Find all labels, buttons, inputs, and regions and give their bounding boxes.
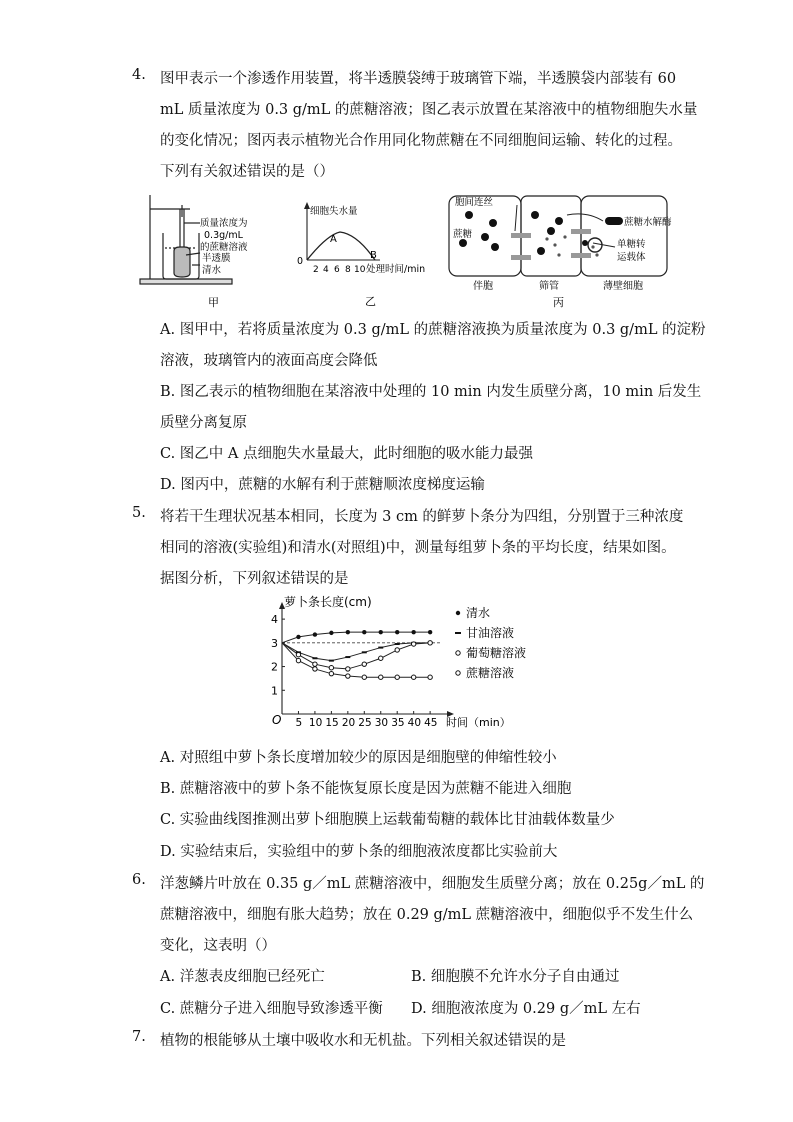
fig-yi-xtick-6: 6 (334, 265, 340, 275)
legend-marker (456, 671, 460, 675)
chart-point (379, 656, 383, 660)
chart-point (362, 675, 366, 679)
chart-series-line (282, 643, 430, 669)
fig-jia-caption: 甲 (208, 296, 219, 309)
chart-point (346, 667, 350, 671)
fig-yi-xlabel: 处理时间/min (366, 264, 426, 275)
q5-option-c: C. 实验曲线图推测出萝卜细胞膜上运载葡萄糖的载体比甘油载体数量少 (160, 812, 615, 828)
chart-point (296, 652, 300, 656)
chart-point (362, 662, 366, 666)
legend-marker (456, 651, 460, 655)
question-6-stem-line-1: 洋葱鳞片叶放在 0.35 g／mL 蔗糖溶液中，细胞发生质壁分离；放在 0.25g／mL 的 (160, 876, 705, 892)
fig-yi-caption: 乙 (365, 295, 376, 308)
q6-option-b: B. 细胞膜不允许水分子自由通过 (411, 969, 620, 985)
chart-xtick-label: 30 (374, 717, 389, 729)
chart-point (313, 662, 317, 666)
fig-bing-label-transporter-2: 运载体 (617, 252, 646, 263)
chart-xtick-label: 5 (295, 717, 303, 729)
fig-jia-label-water: 清水 (202, 265, 222, 276)
chart-point (346, 674, 350, 678)
radish-length-chart (262, 592, 542, 737)
fig-bing-cell-parenchyma: 薄壁细胞 (603, 281, 643, 292)
q5-option-b: B. 蔗糖溶液中的萝卜条不能恢复原长度是因为蔗糖不能进入细胞 (160, 781, 572, 797)
figure-yi-water-loss-curve (292, 200, 447, 312)
fig-bing-caption: 丙 (553, 296, 564, 309)
chart-point (428, 630, 432, 634)
q6-option-a: A. 洋葱表皮细胞已经死亡 (160, 969, 325, 985)
question-6-number: 6. (132, 872, 146, 888)
q5-option-a: A. 对照组中萝卜条长度增加较少的原因是细胞壁的伸缩性较小 (160, 750, 557, 766)
legend-label: 蔗糖溶液 (466, 666, 515, 680)
question-5-stem-line-3: 据图分析，下列叙述错误的是 (160, 571, 349, 587)
chart-xtick-label: 40 (407, 717, 422, 729)
chart-point (329, 631, 333, 635)
q4-option-b-line-1: B. 图乙表示的植物细胞在某溶液中处理的 10 min 内发生质壁分离，10 min 后发生 (160, 384, 702, 400)
chart-point (362, 630, 366, 634)
question-4-stem-line-4: 下列有关叙述错误的是（） (160, 164, 334, 180)
chart-point (296, 658, 300, 662)
question-5-stem-line-1: 将若干生理状况基本相同，长度为 3 cm 的鲜萝卜条分为四组，分别置于三种浓度 (160, 509, 684, 525)
fig-jia-label-concentration: 质量浓度为 (200, 218, 248, 229)
fig-bing-label-plasmodesmata: 胞间连丝 (455, 197, 494, 208)
chart-series-line (282, 632, 430, 643)
fig-yi-point-b: B (370, 250, 377, 261)
fig-jia-label-membrane: 半透膜 (202, 253, 231, 264)
chart-point (395, 630, 399, 634)
fig-bing-label-sucrose: 蔗糖 (453, 229, 473, 240)
chart-series-line (282, 643, 430, 677)
chart-xtick-label: 25 (358, 717, 372, 729)
question-7-number: 7. (132, 1029, 146, 1045)
q4-option-b-line-2: 质壁分离复原 (160, 415, 247, 431)
question-4-stem-line-3: 的变化情况；图丙表示植物光合作用同化物蔗糖在不同细胞间运输、转化的过程。 (160, 133, 682, 149)
q6-option-c: C. 蔗糖分子进入细胞导致渗透平衡 (160, 1001, 383, 1017)
question-4-stem-line-2: mL 质量浓度为 0.3 g/mL 的蔗糖溶液；图乙表示放置在某溶液中的植物细胞失水量 (160, 102, 698, 118)
fig-jia-label-sucrose: 的蔗糖溶液 (200, 242, 248, 253)
question-6-stem-line-3: 变化，这表明（） (160, 938, 276, 954)
fig-bing-cell-companion: 伴胞 (473, 281, 493, 292)
chart-point (411, 675, 415, 679)
chart-xtick-label: 35 (391, 717, 405, 729)
chart-point (329, 671, 333, 675)
fig-yi-xtick-4: 4 (323, 265, 329, 275)
q4-option-c: C. 图乙中 A 点细胞失水量最大，此时细胞的吸水能力最强 (160, 446, 533, 462)
chart-point (411, 642, 415, 646)
fig-yi-origin: 0 (297, 256, 304, 267)
chart-point (379, 630, 383, 634)
legend-marker (456, 611, 460, 615)
legend-label: 葡萄糖溶液 (466, 646, 527, 660)
fig-bing-label-enzyme: 蔗糖水解酶 (624, 217, 672, 228)
chart-point (313, 667, 317, 671)
chart-point (395, 675, 399, 679)
chart-xtick-label: 15 (325, 717, 339, 729)
chart-point (428, 641, 432, 645)
chart-point (395, 648, 399, 652)
chart-origin: O (272, 713, 282, 727)
chart-point (428, 675, 432, 679)
chart-ytick-label: 2 (271, 660, 278, 674)
question-7-stem-line-1: 植物的根能够从土壤中吸收水和无机盐。下列相关叙述错误的是 (160, 1033, 566, 1049)
fig-yi-ylabel: 细胞失水量 (310, 206, 358, 217)
question-4-number: 4. (132, 67, 146, 83)
chart-ylabel: 萝卜条长度(cm) (284, 595, 372, 609)
q4-option-d: D. 图丙中，蔗糖的水解有利于蔗糖顺浓度梯度运输 (160, 477, 485, 493)
chart-point (411, 630, 415, 634)
figure-bing-sucrose-transport (447, 193, 672, 311)
chart-ytick-label: 1 (271, 684, 278, 698)
question-5-stem-line-2: 相同的溶液(实验组)和清水(对照组)中，测量每组萝卜条的平均长度，结果如图。 (160, 540, 676, 556)
fig-yi-xtick-8: 8 (345, 265, 351, 275)
legend-label: 甘油溶液 (466, 626, 515, 640)
q4-option-a-line-1: A. 图甲中，若将质量浓度为 0.3 g/mL 的蔗糖溶液换为质量浓度为 0.3 g/mL 的淀粉 (160, 322, 706, 338)
chart-point (313, 632, 317, 636)
q5-option-d: D. 实验结束后，实验组中的萝卜条的细胞液浓度都比实验前大 (160, 844, 558, 860)
chart-ytick-label: 4 (271, 613, 278, 627)
figure-jia-osmosis-apparatus (138, 193, 278, 311)
fig-yi-xtick-2: 2 (313, 265, 319, 275)
chart-xtick-label: 20 (341, 717, 356, 729)
fig-bing-label-transporter-1: 单糖转 (617, 239, 646, 250)
fig-yi-xtick-10: 10 (354, 265, 366, 275)
chart-ytick-label: 3 (271, 636, 278, 650)
question-5-number: 5. (132, 505, 146, 521)
q4-option-a-line-2: 溶液，玻璃管内的液面高度会降低 (160, 353, 378, 369)
chart-point (379, 675, 383, 679)
chart-point (329, 666, 333, 670)
q6-option-d: D. 细胞液浓度为 0.29 g／mL 左右 (411, 1001, 641, 1017)
chart-xtick-label: 45 (424, 717, 438, 729)
chart-point (296, 635, 300, 639)
fig-yi-point-a: A (330, 234, 337, 245)
fig-jia-label-value: 0.3g/mL (204, 230, 243, 241)
chart-xtick-label: 10 (308, 717, 323, 729)
chart-xlabel: 时间（min） (446, 716, 511, 729)
fig-bing-cell-sieve-tube: 筛管 (539, 281, 559, 292)
legend-label: 清水 (466, 606, 491, 620)
question-6-stem-line-2: 蔗糖溶液中，细胞有胀大趋势；放在 0.29 g/mL 蔗糖溶液中，细胞似乎不发生什么 (160, 907, 694, 923)
chart-point (346, 630, 350, 634)
question-4-stem-line-1: 图甲表示一个渗透作用装置，将半透膜袋缚于玻璃管下端，半透膜袋内部装有 60 (160, 71, 677, 87)
